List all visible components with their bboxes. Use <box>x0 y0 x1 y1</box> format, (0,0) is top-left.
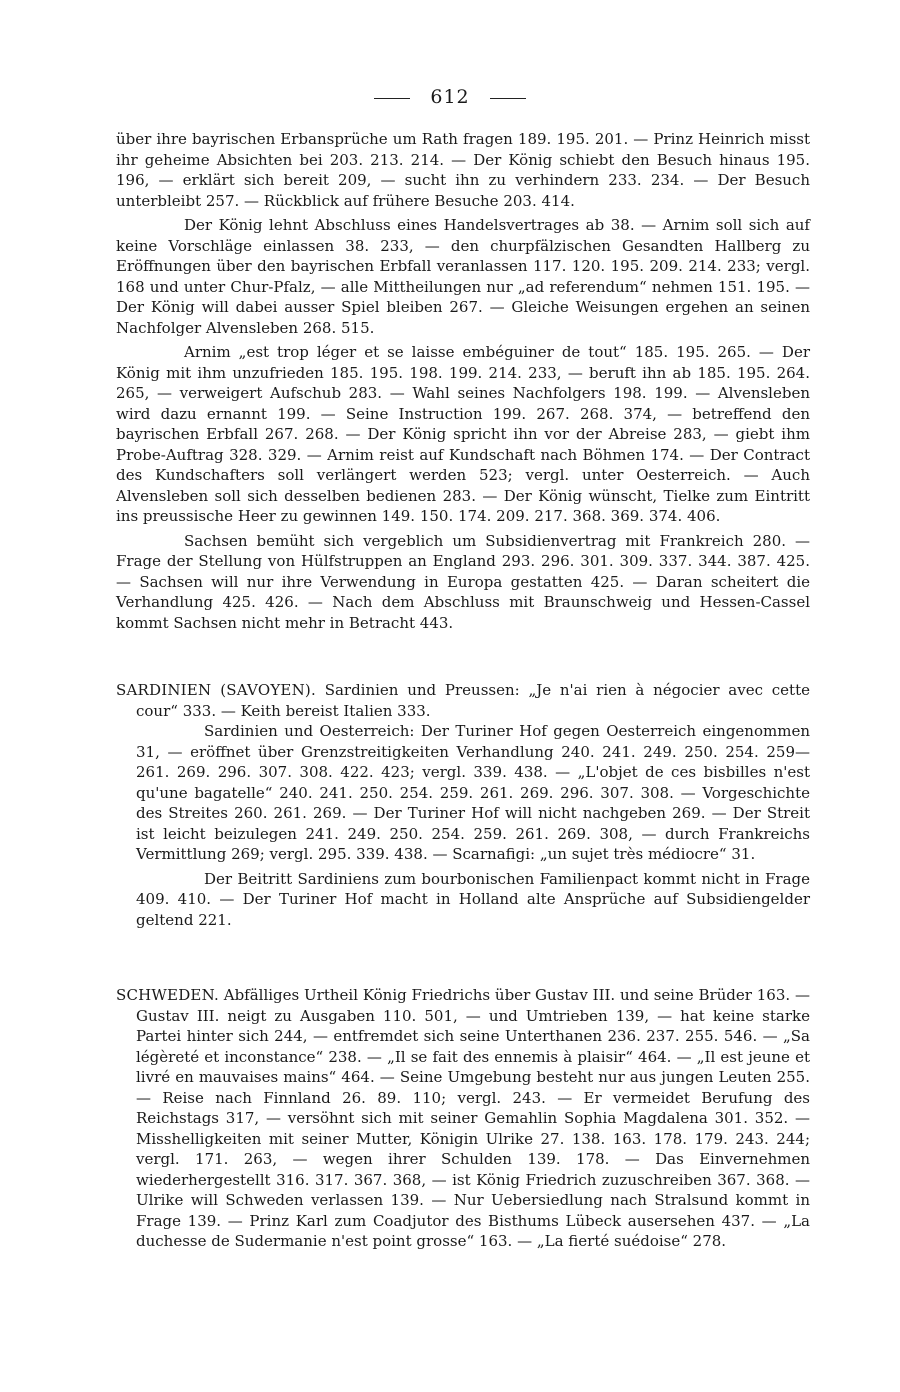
header-rule-left <box>374 98 410 99</box>
header-rule-right <box>490 98 526 99</box>
schweden-entry-head <box>116 985 810 1252</box>
sardinien-paragraph-1: Sardinien und Oesterreich: Der Turiner Hof gegen Oesterreich eingenommen 31, — eröffnet über Grenzstreitigkeiten Verhandlung 240. 241. 249. 250. 254. 259—261. 269. 296. 307. 308. 422. 423; vergl. 339. 438. — „L'objet de ces bisbilles n'est qu'une bagatelle“ 240. 241. 250. 254. 259. 261. 269. 296. 307. 308. — Vorgeschichte des Streites 260. 261. 269. — Der Turiner Hof will nicht nachgeben 269. — Der Streit ist leicht beizulegen 241. 249. 250. 254. 259. 261. 269. 308, — durch Frankreichs Vermittlung 269; vergl. 295. 339. 438. — Scarnafigi: „un sujet très médiocre“ 31. <box>136 722 810 863</box>
sardinien-body <box>116 721 810 930</box>
continuation-paragraph-4: Sachsen bemüht sich vergeblich um Subsidienvertrag mit Frankreich 280. — Frage der Stellung von Hülfstruppen an England 293. 296. 301. 309. 337. 344. 387. 425. — Sachsen will nur ihre Verwendung in Europa gestatten 425. — Daran scheitert die Verhandlung 425. 426. — Nach dem Abschluss mit Braunschweig und Hessen-Cassel kommt Sachsen nicht mehr in Betracht 443. <box>116 531 810 632</box>
sardinien-entry <box>116 680 810 934</box>
page-header <box>0 86 900 108</box>
schweden-headword: SCHWEDEN. <box>116 986 219 1004</box>
sardinien-headword: SARDINIEN (SAVOYEN). <box>116 681 316 699</box>
page-number: 612 <box>430 86 470 108</box>
continuation-section <box>116 129 810 637</box>
continuation-paragraph-3: Arnim „est trop léger et se laisse embéguiner de tout“ 185. 195. 265. — Der König mit ihm unzufrieden 185. 195. 198. 199. 214. 233, — beruft ihn ab 185. 195. 264. 265, — verweigert Aufschub 283. — Wahl seines Nachfolgers 198. 199. — Alvensleben wird dazu ernannt 199. — Seine Instruction 199. 267. 268. 374, — betreffend den bayrischen Erbfall 267. 268. — Der König spricht ihn vor der Abreise 283, — giebt ihm Probe-Auftrag 328. 329. — Arnim reist auf Kundschaft nach Böhmen 174. — Der Contract des Kundschafters soll verlängert werden 523; vergl. unter Oesterreich. — Auch Alvensleben soll sich desselben bedienen 283. — Der König wünscht, Tielke zum Eintritt ins preussische Heer zu gewinnen 149. 150. 174. 209. 217. 368. 369. 374. 406. <box>116 343 810 525</box>
schweden-entry <box>116 985 810 1252</box>
continuation-paragraph-2: Der König lehnt Abschluss eines Handelsvertrages ab 38. — Arnim soll sich auf keine Vorschläge einlassen 38. 233, — den churpfälzischen Gesandten Hallberg zu Eröffnungen über den bayrischen Erbfall veranlassen 117. 120. 195. 209. 214. 233; vergl. 168 und unter Chur-Pfalz, — alle Mittheilungen nur „ad referendum“ nehmen 151. 195. — Der König will dabei ausser Spiel bleiben 267. — Gleiche Weisungen ergehen an seinen Nachfolger Alvensleben 268. 515. <box>116 216 810 337</box>
continuation-paragraph-1: über ihre bayrischen Erbansprüche um Rath fragen 189. 195. 201. — Prinz Heinrich misst ihr geheime Absichten bei 203. 213. 214. — Der König schiebt den Besuch hinaus 195. 196, — erklärt sich bereit 209, — sucht ihn zu verhindern 233. 234. — Der Besuch unterbleibt 257. — Rückblick auf frühere Besuche 203. 414. <box>116 130 810 210</box>
sardinien-entry-head <box>116 680 810 721</box>
sardinien-intro: Sardinien und Preussen: „Je n'ai rien à négocier avec cette cour“ 333. — Keith bereist Italien 333. <box>136 681 810 720</box>
schweden-text: Abfälliges Urtheil König Friedrichs über Gustav III. und seine Brüder 163. — Gustav III. neigt zu Ausgaben 110. 501, — und Umtrieben 139, — hat keine starke Partei hinter sich 244, — entfremdet sich seine Unterthanen 236. 237. 255. 546. — „Sa légèreté et inconstance“ 238. — „Il se fait des ennemis à plaisir“ 464. — „Il est jeune et livré en mauvaises mains“ 464. — Seine Umgebung besteht nur aus jungen Leuten 255. — Reise nach Finnland 26. 89. 110; vergl. 243. — Er vermeidet Berufung des Reichstags 317, — versöhnt sich mit seiner Gemahlin Sophia Magdalena 301. 352. — Misshelligkeiten mit seiner Mutter, Königin Ulrike 27. 138. 163. 178. 179. 243. 244; vergl. 171. 263, — wegen ihrer Schulden 139. 178. — Das Einvernehmen wiederhergestellt 316. 317. 367. 368, — ist König Friedrich zuzuschreiben 367. 368. — Ulrike will Schweden verlassen 139. — Nur Uebersiedlung nach Stralsund kommt in Frage 139. — Prinz Karl zum Coadjutor des Bisthums Lübeck ausersehen 437. — „La duchesse de Sudermanie n'est point grosse“ 163. — „La fierté suédoise“ 278. <box>136 986 810 1250</box>
sardinien-paragraph-2: Der Beitritt Sardiniens zum bourbonischen Familienpact kommt nicht in Frage 409. 410. — Der Turiner Hof macht in Holland alte Ansprüche auf Subsidiengelder geltend 221. <box>136 869 810 929</box>
